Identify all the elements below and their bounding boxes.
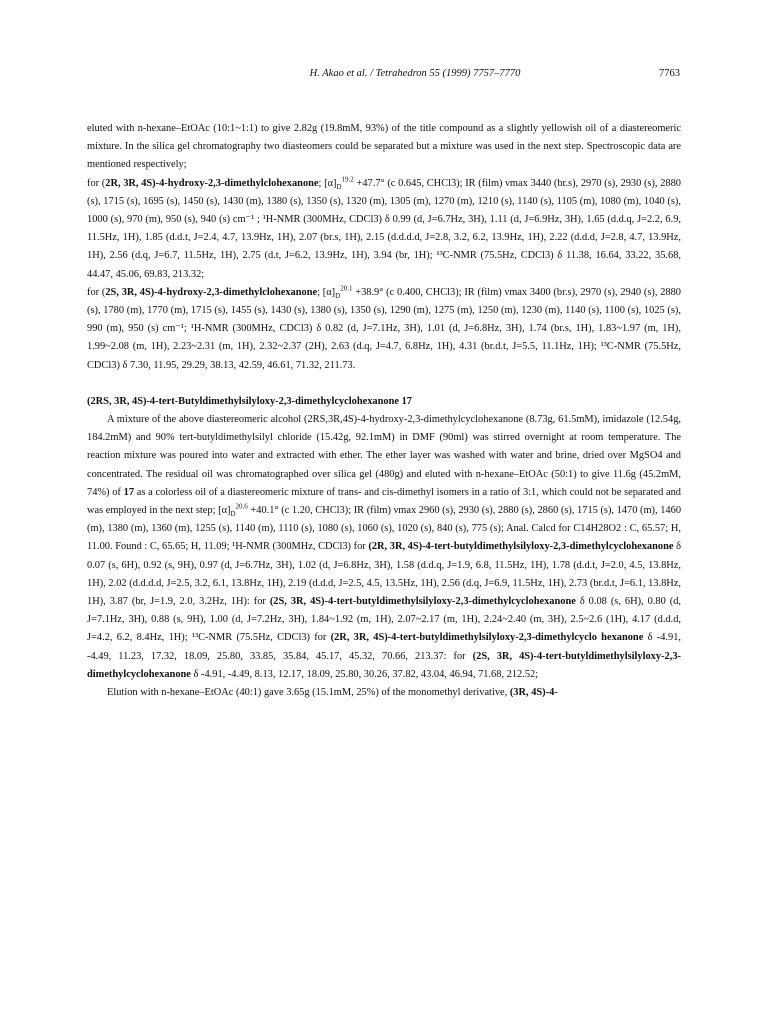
text-run: +38.9° (c 0.400, CHCl3); IR (film) νmax 3400 (br.s), 2970 (s), 2940 (s), 2880 (s), 1780 (m), 1770 (m), 1715 (s), 1455 (s), 1430 (s), 1380 (s), 1350 (s), 1290 (m), 1275 (m), 1250 (m), 1230 (m), 1140 (s), 1100 (s), 1025 (s), 990 (m), 950 (s) cm⁻¹; ¹H-NMR (300MHz, CDCl3) δ 0.82 (d, J=7.1Hz, 3H), 1.01 (d, J=6.8Hz, 3H), 1.74 (br.s, 1H), 1.83~1.97 (m, 1H), 1.99~2.08 (m, 1H), 2.23~2.31 (m, 1H), 2.32~2.37 (2H), 2.63 (d.q, J=4.7, 6.8Hz, 1H), 4.31 (br.d.t, J=5.5, 11.1Hz, 1H); ¹³C-NMR (75.5Hz, CDCl3) δ 7.30, 11.95, 29.29, 38.13, 42.59, 46.61, 71.32, 211.73. — [87, 286, 681, 371]
section-heading: (2RS, 3R, 4S)-4-tert-Butyldimethylsilyloxy-2,3-dimethylcyclohexanone 17 — [87, 395, 412, 407]
compound-name: 2R, 3R, 4S)-4-hydroxy-2,3-dimethylclohexanone — [105, 177, 319, 189]
paragraph-3 — [87, 284, 681, 375]
compound-name: (2S, 3R, 4S)-4-tert-butyldimethylsilyloxy-2,3-dimethylcyclohexanone — [269, 596, 576, 608]
paragraph-5 — [87, 684, 681, 702]
text-run: as a colorless oil of a diastereomeric mixture of trans- and cis-dimethyl isomers in a ratio of 3:1, which could not be separated and was employed in the next step; [α] — [87, 486, 682, 517]
subscript: D — [230, 510, 236, 519]
text-run: +40.1° (c 1.20, CHCl3); IR (film) νmax 2960 (s), 2930 (s), 2880 (s), 2860 (s), 1715 (s), 1470 (m), 1460 (m), 1380 (m), 1360 (m), 1255 (s), 1140 (m), 1110 (s), 1080 (s), 1060 (s), 1020 (s), 840 (s), 775 (s); Anal. Calcd for C14H28O2 : C, 65.57; H, 11.00. Found : C, 65.65; H, 11.09; ¹H-NMR (300MHz, CDCl3) for — [87, 505, 682, 553]
text-run: Elution with n-hexane–EtOAc (40:1) gave 3.65g (15.1mM, 25%) of the monomethyl derivative, — [107, 687, 510, 699]
text-run: +47.7° (c 0.645, CHCl3); IR (film) νmax 3440 (br.s), 2970 (s), 2930 (s), 2880 (s), 1715 (s), 1695 (s), 1450 (s), 1430 (m), 1380 (s), 1350 (s), 1320 (m), 1305 (m), 1270 (m), 1210 (s), 1140 (s), 1105 (m), 1080 (m), 1040 (s), 1000 (s), 970 (m), 950 (s), 940 (s) cm⁻¹ ; ¹H-NMR (300MHz, CDCl3) δ 0.99 (d, J=6.7Hz, 3H), 1.11 (d, J=6.9Hz, 3H), 1.65 (d.d.q, J=2.2, 6.9, 11.5Hz, 1H), 1.85 (d.d.t, J=2.4, 4.7, 13.9Hz, 1H), 2.07 (br.s, 1H), 2.15 (d.d.d.d, J=2.8, 3.2, 6.2, 13.9Hz, 1H), 2.22 (d.d.d, J=2.8, 4.7, 13.9Hz, 1H), 2.56 (d.q, J=6.7, 11.5Hz, 1H), 2.75 (d.t, J=6.2, 13.9Hz, 1H), 3.94 (br, 1H); ¹³C-NMR (75.5Hz, CDCl3) δ 11.38, 16.64, 33.22, 35.68, 44.47, 45.06, 69.83, 213.32; — [87, 177, 681, 280]
paragraph-2 — [87, 175, 681, 284]
text-run: δ 0.08 (s, 6H), 0.80 (d, J=7.1Hz, 3H), 0.88 (s, 9H), 1.00 (d, J=7.2Hz, 3H), 1.84~1.92 (m, 1H), 2.07~2.17 (m, 1H), 2.24~2.40 (m, 3H), 2.5~2.6 (1H), 4.17 (d.d.d, J=4.2, 6.2, 8.4Hz, 1H); ¹³C-NMR (75.5Hz, CDCl3) for — [87, 596, 681, 644]
running-title: H. Akao et al. / Tetrahedron 55 (1999) 7757–7770 — [309, 68, 521, 79]
text-run: ; [α] — [318, 177, 337, 189]
compound-name: (2R, 3R, 4S)-4-tert-butyldimethylsilyloxy-2,3-dimethylcyclohexanone — [368, 541, 674, 553]
text-run: δ -4.91, -4.49, 11.23, 17.32, 18.09, 25.80, 33.85, 35.84, 45.17, 45.32, 70.66, 213.37: for — [87, 632, 682, 662]
text-run: δ -4.91, -4.49, 8.13, 12.17, 18.09, 25.80, 30.26, 37.82, 43.04, 46.94, 71.68, 212.52; — [190, 668, 539, 680]
text-run: for ( — [87, 286, 106, 298]
text-run: A mixture of the above diastereomeric alcohol (2RS,3R,4S)-4-hydroxy-2,3-dimethylcyclohexanone (8.73g, 61.5mM), imidazole (12.54g, 184.2mM) and 90% tert-butyldimethylsilyl chloride (15.42g, 92.1mM) in DMF (90ml) was stirred overnight at room temperature. The reaction mixture was poured into water and extracted with ether. The ether layer was washed with water and brine, dried over MgSO4 and concentrated. The residual oil was chromatographed over silica gel (480g) and eluted with n-hexane–EtOAc (50:1) to give 11.6g (45.2mM, 74%) of — [87, 414, 681, 498]
superscript: 19.2 — [341, 175, 354, 184]
spacer — [87, 375, 681, 393]
compound-number: 17 — [123, 486, 135, 498]
subscript: D — [335, 291, 341, 300]
page-number: 7763 — [659, 68, 680, 79]
superscript: 20.6 — [235, 502, 248, 511]
subscript: D — [336, 182, 342, 191]
compound-name: (2S, 3R, 4S)-4-tert-butyldimethylsilyloxy-2,3-dimethylcyclohexanone — [87, 650, 681, 680]
paragraph-1: eluted with n-hexane–EtOAc (10:1~1:1) to give 2.82g (19.8mM, 93%) of the title compound as a slightly yellowish oil of a diastereomeric mixture. In the silica gel chromatography two diasteomers could be separated but a mixture was used in the next step. Spectroscopic data are mentioned respectively; — [87, 123, 681, 171]
text-run: δ 0.07 (s, 6H), 0.92 (s, 9H), 0.97 (d, J=6.7Hz, 3H), 1.02 (d, J=6.8Hz, 3H), 1.58 (d.d.q, J=1.9, 6.8, 11.5Hz, 1H), 1.78 (d.d.t, J=2.0, 4.5, 13.8Hz, 1H), 2.02 (d.d.d.d, J=2.5, 3.2, 6.1, 13.8Hz, 1H), 2.19 (d.d.d, J=2.5, 4.5, 13.5Hz, 1H), 2.56 (d.q, J=6.9, 11.5Hz, 1H), 2.73 (br.d.t, J=6.1, 13.8Hz, 1H), 3.87 (br, J=1.9, 2.0, 3.2Hz, 1H): for — [87, 541, 681, 608]
running-header — [150, 68, 680, 84]
text-run: for ( — [87, 177, 106, 189]
text-run: ; [α] — [317, 286, 336, 298]
paragraph-4 — [87, 411, 681, 684]
compound-name: 2S, 3R, 4S)-4-hydroxy-2,3-dimethylclohexanone — [105, 286, 318, 298]
superscript: 20.1 — [340, 284, 353, 293]
compound-name: (2R, 3R, 4S)-4-tert-butyldimethylsilyloxy-2,3-dimethylcyclo hexanone — [330, 632, 644, 644]
compound-name: (3R, 4S)-4- — [509, 687, 558, 699]
body-text — [87, 120, 681, 702]
